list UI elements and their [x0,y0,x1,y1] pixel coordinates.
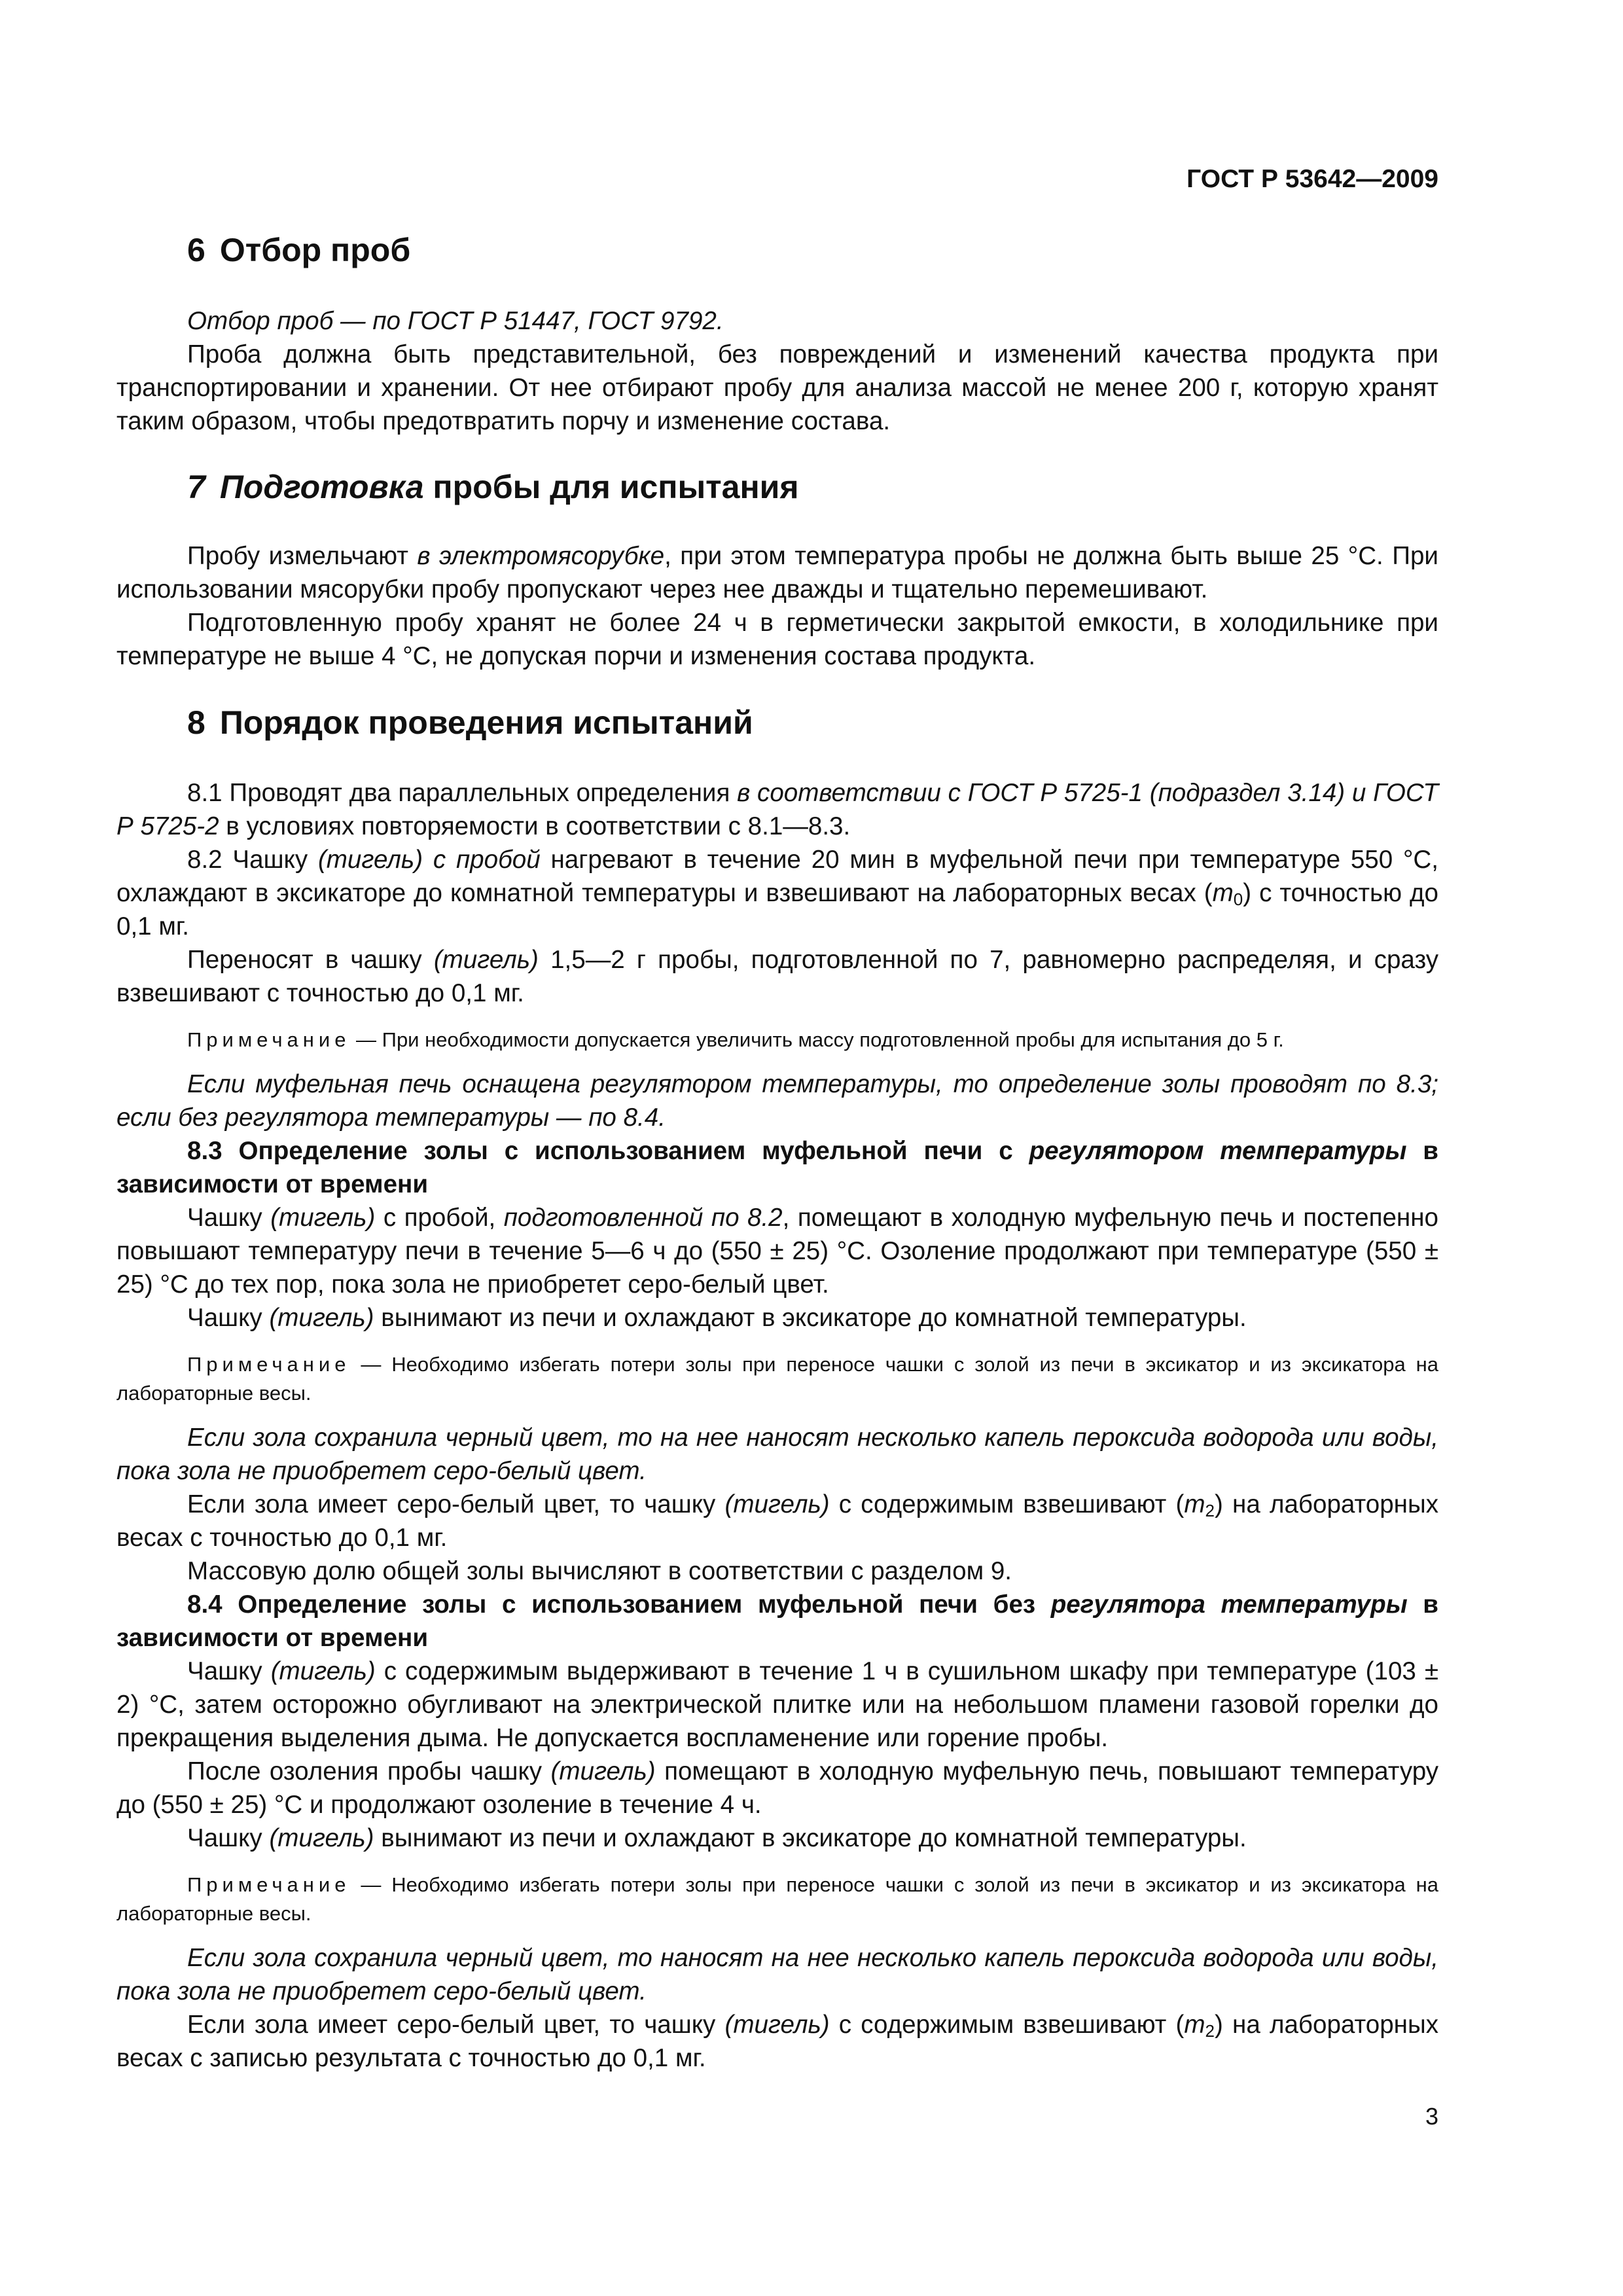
subsection-heading-8-3: 8.3 Определение золы с использованием муфельной печи с регулятором температуры в зависимости от времени [116,1137,1438,1198]
paragraph: Чашку (тигель) с пробой, подготовленной по 8.2, помещают в холодную муфельную печь и постепенно повышают температуру печи в течение 5—6 ч до (550 ± 25) °С. Озоление продолжают при температуре (550 ± 25) °С до тех пор, пока зола не приобретет серо-белый цвет. [116,1204,1438,1299]
document-page [116,0,1438,2296]
paragraph: Чашку (тигель) вынимают из печи и охлаждают в эксикаторе до комнатной температуры. [187,1824,1247,1852]
paragraph: Если зола сохранила черный цвет, то наносят на нее несколько капель пероксида водорода или воды, пока зола не приобретет серо-белый цвет. [116,1944,1438,2005]
paragraph: Отбор проб — по ГОСТ Р 51447, ГОСТ 9792. [187,307,724,335]
paragraph: Пробу измельчают в электромясорубке, при этом температура пробы не должна быть выше 25 °С. При использовании мясорубки пробу пропускают через нее дважды и тщательно перемешивают. [116,542,1438,603]
section-7 [116,467,1438,673]
section-heading: 6 Отбор проб [187,232,411,268]
paragraph: Подготовленную пробу хранят не более 24 ч в герметически закрытой емкости, в холодильнике при температуре не выше 4 °С, не допуская порчи и изменения состава продукта. [116,609,1438,670]
paragraph: Переносят в чашку (тигель) 1,5—2 г пробы, подготовленной по 7, равномерно распределяя, и сразу взвешивают с точностью до 0,1 мг. [116,946,1438,1007]
note: Примечание — Необходимо избегать потери золы при переносе чашки с золой из печи в эксикатор и из эксикатора на лабораторные весы. [116,1873,1438,1925]
note: Примечание — Необходимо избегать потери золы при переносе чашки с золой из печи в эксикатор и из эксикатора на лабораторные весы. [116,1353,1438,1405]
paragraph: Проба должна быть представительной, без повреждений и изменений качества продукта при транспортировании и хранении. От нее отбирают пробу для анализа массой не менее 200 г, которую хранят таким образом, чтобы предотвратить порчу и изменение состава. [116,340,1438,435]
section-6 [116,230,1438,438]
paragraph: Если муфельная печь оснащена регулятором температуры, то определение золы проводят по 8.3; если без регулятора температуры — по 8.4. [116,1070,1438,1132]
section-8 [116,703,1438,2075]
paragraph: Чашку (тигель) вынимают из печи и охлаждают в эксикаторе до комнатной температуры. [187,1304,1247,1332]
document-header: ГОСТ Р 53642—2009 [1186,165,1438,193]
paragraph: После озоления пробы чашку (тигель) помещают в холодную муфельную печь, повышают температуру до (550 ± 25) °С и продолжают озоление в течение 4 ч. [116,1757,1439,1819]
paragraph: Массовую долю общей золы вычисляют в соответствии с разделом 9. [187,1557,1012,1585]
paragraph: Если зола имеет серо-белый цвет, то чашку (тигель) с содержимым взвешивают $(m_2)$ на лабораторных весах с записью результата с точностью до 0,1 мг. [116,2011,1439,2072]
paragraph: 8.1 Проводят два параллельных определения в соответствии с ГОСТ Р 5725-1 (подраздел 3.14) и ГОСТ Р 5725-2 в условиях повторяемости в соответствии с 8.1—8.3. [116,779,1438,840]
paragraph: 8.2 Чашку (тигель) с пробой нагревают в течение 20 мин в муфельной печи при температуре 550 °С, охлаждают в эксикаторе до комнатной температуры и взвешивают на лабораторных весах $(m_0)$ с точностью до 0,1 мг. [116,846,1438,941]
section-heading: 8 Порядок проведения испытаний [187,704,753,741]
subsection-heading-8-4: 8.4 Определение золы с использованием муфельной печи без регулятора температуры в зависимости от времени [116,1590,1439,1652]
paragraph: Если зола имеет серо-белый цвет, то чашку (тигель) с содержимым взвешивают $(m_2)$ на лабораторных весах с точностью до 0,1 мг. [116,1490,1439,1552]
paragraph: Чашку (тигель) с содержимым выдерживают в течение 1 ч в сушильном шкафу при температуре (103 ± 2) °С, затем осторожно обугливают на электрической плитке или на небольшом пламени газовой горелки до прекращения выделения дыма. Не допускается воспламенение или горение пробы. [116,1657,1439,1752]
section-heading: 7 Подготовка пробы для испытания [187,469,799,505]
paragraph: Если зола сохранила черный цвет, то на нее наносят несколько капель пероксида водорода или воды, пока зола не приобретет серо-белый цвет. [116,1424,1438,1485]
note: Примечание — При необходимости допускается увеличить массу подготовленной пробы для испытания до 5 г. [187,1028,1284,1051]
page-number: 3 [1425,2103,1438,2130]
